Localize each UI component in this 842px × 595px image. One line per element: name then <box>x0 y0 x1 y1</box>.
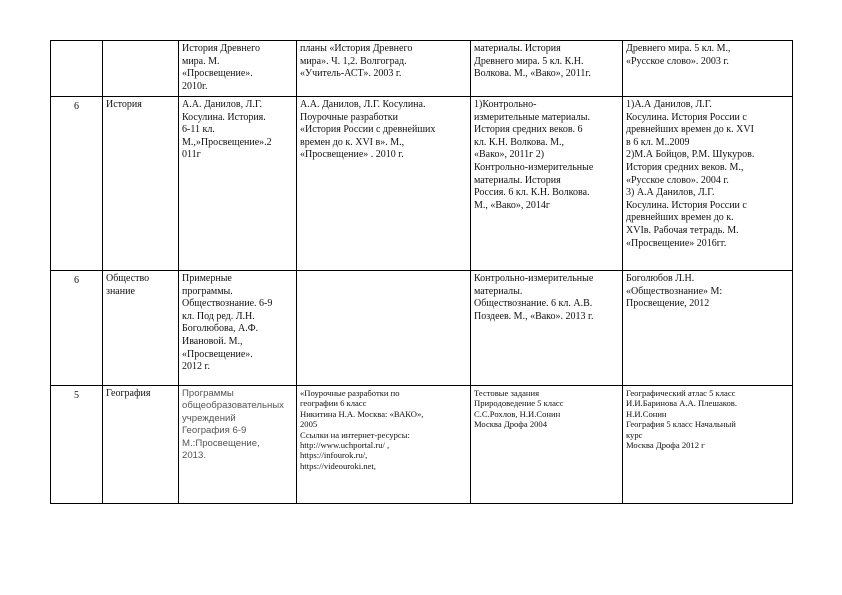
control-materials-cell: 1)Контрольно- измерительные материалы. История средних веков. 6 кл. К.Н. Волкова. М., «Вако», 2011г 2) Контрольно-измерительные материалы. История Россия. 6 кл. К.Н. Волкова. М., «Вако», 2014г <box>471 97 623 271</box>
table-row <box>51 386 793 504</box>
methodical-cell: планы «История Древнего мира». Ч. 1,2. Волгоград. «Учитель-АСТ». 2003 г. <box>297 41 471 97</box>
link-videouroki[interactable]: https://videouroki.net, <box>300 460 376 471</box>
table-row <box>51 271 793 386</box>
methodical-text: «Поурочные разработки по географии 6 класс Никитина Н.А. Москва: «ВАКО», 2005 Ссылки на интернет-ресурсы: <box>300 388 424 440</box>
link-uchportal[interactable]: http://www.uchportal.ru/ , <box>300 440 390 451</box>
link-infourok[interactable]: https://infourok.ru/, <box>300 450 368 461</box>
student-materials-cell: Древнего мира. 5 кл. М., «Русское слово». 2003 г. <box>623 41 793 97</box>
program-cell: А.А. Данилов, Л.Г. Косулина. История. 6-11 кл. М.,»Просвещение».2 011г <box>179 97 297 271</box>
program-cell: Программы общеобразовательных учреждений География 6-9 М.:Просвещение, 2013. <box>179 386 297 504</box>
subject-cell: История <box>103 97 179 271</box>
subject-cell <box>103 41 179 97</box>
methodical-cell <box>297 386 471 504</box>
row-number <box>51 41 103 97</box>
control-materials-cell: материалы. История Древнего мира. 5 кл. К.Н. Волкова. М., «Вако», 2011г. <box>471 41 623 97</box>
resource-table <box>50 40 793 504</box>
table-row <box>51 97 793 271</box>
program-cell: Примерные программы. Обществознание. 6-9 кл. Под ред. Л.Н. Боголюбова, А.Ф. Ивановой. М., «Просвещение». 2012 г. <box>179 271 297 386</box>
program-cell: История Древнего мира. М. «Просвещение». 2010г. <box>179 41 297 97</box>
control-materials-cell: Контрольно-измерительные материалы. Обществознание. 6 кл. А.В. Поздеев. М., «Вако». 2013 г. <box>471 271 623 386</box>
methodical-cell: А.А. Данилов, Л.Г. Косулина. Поурочные разработки «История России с древнейших времен до к. XVI в». М., «Просвещение» . 2010 г. <box>297 97 471 271</box>
student-materials-cell: Боголюбов Л.Н. «Обществознание» М: Просвещение, 2012 <box>623 271 793 386</box>
subject-cell: География <box>103 386 179 504</box>
row-number: 5 <box>51 386 103 504</box>
student-materials-cell: Географический атлас 5 класс И.И.Баринова А.А. Плешаков. Н.И.Сонин География 5 класс Начальный курс Москва Дрофа 2012 г <box>623 386 793 504</box>
row-number: 6 <box>51 97 103 271</box>
student-materials-cell: 1)А.А Данилов, Л.Г. Косулина. История России с древнейших времен до к. XVI в 6 кл. М..2009 2)М.А Бойцов, Р.М. Шукуров. История средних веков. М., «Русское слово». 2004 г. 3) А.А Данилов, Л.Г. Косулина. История России с древнейших времен до к. XVIв. Рабочая тетрадь. М. «Просвещение» 2016гг. <box>623 97 793 271</box>
table-row <box>51 41 793 97</box>
subject-cell: Общество знание <box>103 271 179 386</box>
control-materials-cell: Тестовые задания Природоведение 5 класс С.С.Рохлов, Н.И.Сонин Москва Дрофа 2004 <box>471 386 623 504</box>
methodical-cell <box>297 271 471 386</box>
row-number: 6 <box>51 271 103 386</box>
